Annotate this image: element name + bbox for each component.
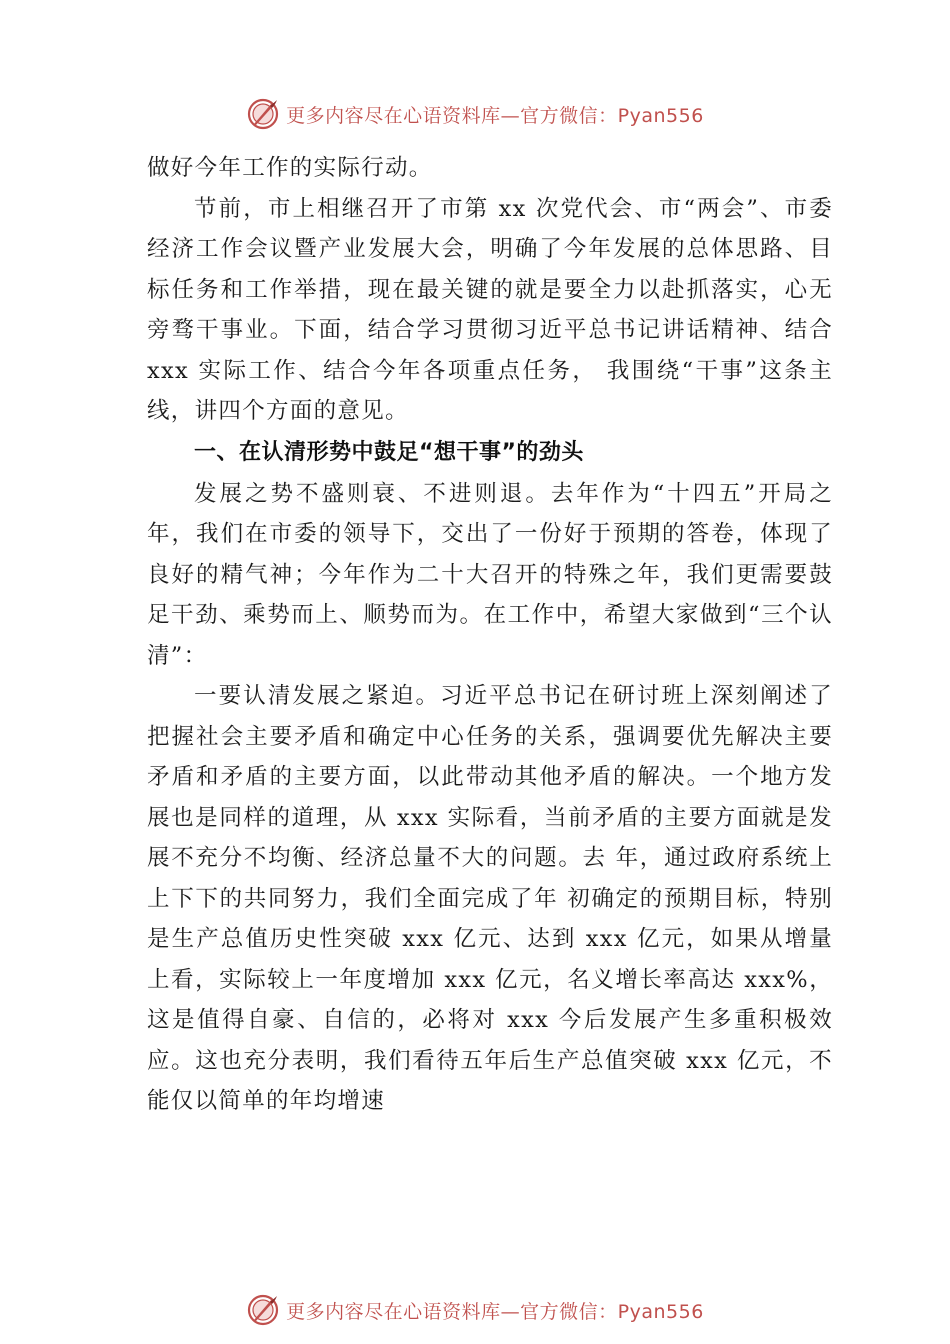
body-paragraph: 一要认清发展之紧迫。习近平总书记在研讨班上深刻阐述了把握社会主要矛盾和确定中心任务的关系，强调要优先解决主要矛盾和矛盾的主要方面，以此带动其他矛盾的解决。一个地方发展也是同样的道理，从 xxx 实际看，当前矛盾的主要方面就是发展不充分不均衡、经济总量不大的问题。去 年，通过政府系统上上下下的共同努力，我们全面完成了年 初确定的预期目标，特别是生产总值历史性突破 xxx 亿元、达到 xxx 亿元，如果从增量上看，实际较上一年度增加 xxx 亿元，名义增长率高达 xxx%，这是值得自豪、自信的，必将对 xxx 今后发展产生多重积极效应。这也充分表明，我们看待五年后生产总值突破 xxx 亿元，不能仅以简单的年均增速: [147, 683, 833, 1114]
body-paragraph: 发展之势不盛则衰、不进则退。去年作为“十四五”开局之年，我们在市委的领导下，交出了一份好于预期的答卷，体现了良好的精气神；今年作为二十大召开的特殊之年，我们更需要鼓足干劲、乘势而上、顺势而为。在工作中，希望大家做到“三个认清”：: [147, 480, 833, 669]
watermark-text: 更多内容尽在心语资料库—官方微信：Pyan556: [286, 1300, 704, 1323]
quill-seal-icon: [246, 97, 280, 131]
watermark-header: [0, 94, 950, 134]
body-paragraph: 节前，市上相继召开了市第 xx 次党代会、市“两会”、市委经济工作会议暨产业发展大会，明确了今年发展的总体思路、目标任务和工作举措，现在最关键的就是要全力以赴抓落实，心无旁骛干事业。下面，结合学习贯彻习近平总书记讲话精神、结合 xxx 实际工作、结合今年各项重点任务， 我围绕“干事”这条主线，讲四个方面的意见。: [147, 195, 833, 424]
section-heading: 一、在认清形势中鼓足“想干事”的劲头: [194, 439, 584, 465]
watermark-footer: [0, 1290, 950, 1330]
body-paragraph: 做好今年工作的实际行动。: [147, 155, 433, 181]
quill-seal-icon: [246, 1293, 280, 1327]
document-body: [147, 148, 833, 1122]
watermark-text: 更多内容尽在心语资料库—官方微信：Pyan556: [286, 104, 704, 127]
